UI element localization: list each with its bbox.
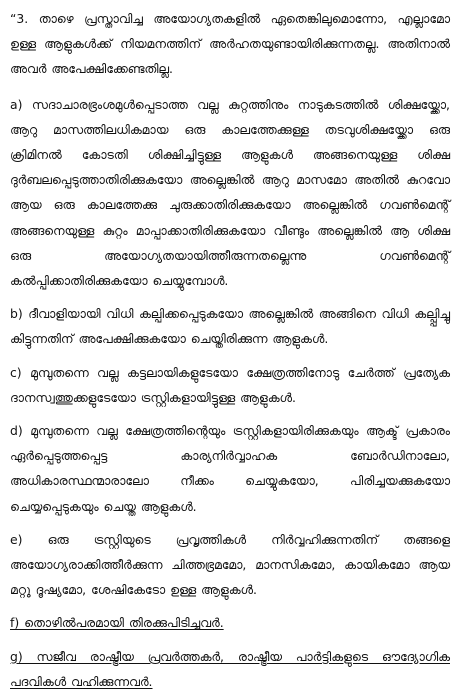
clause-e: e) ഒരു ട്രസ്റ്റിയുടെ പ്രവൃത്തികൾ നിർവ്വഹിക്കുന്നതിന് തങ്ങളെ അയോഗ്യരാക്കിത്തീർക്കുന്ന ചിത്തഭ്രമമോ, മാനസികമോ, കായികമോ ആയ മറ്റു ദൂഷ്യമോ, ശേഷികേടോ ഉള്ള ആളുകൾ. [10, 531, 450, 598]
clause-f [10, 610, 450, 635]
clause-b: b) ദീവാളിയായി വിധി കല്പിക്കപ്പെടുകയോ അല്ലെങ്കിൽ അങ്ങിനെ വിധി കല്പ്പിച്ചു കിട്ടുന്നതിന് അപേക്ഷിക്കുകയോ ചെയ്തിരിക്കുന്ന ആളുകൾ. [10, 306, 450, 347]
clause-c: c) മുമ്പുതന്നെ വല്ല കട്ടലായികളുടേയോ ക്ഷേത്രത്തിനോടു ചേർത്ത് പ്രത്യേക ദാനസ്വത്തുക്കളുടേയോ ട്രസ്റ്റികളായിട്ടുള്ള ആളുകൾ. [10, 364, 450, 405]
clause-g [10, 644, 450, 694]
clause-d: d) മുമ്പുതന്നെ വല്ല ക്ഷേത്രത്തിന്റെയും ട്രസ്റ്റികളായിരിക്കുകയും ആക്ട് പ്രകാരം ഏർപ്പെടുത്തപ്പെട്ട കാര്യനിർവ്വാഹക ബോർഡിനാലോ, അധികാരസ്ഥന്മാരാലോ നീക്കം ചെയ്യുകയോ, പിരിച്ചയക്കുകയോ ചെയ്യപ്പെടുകയും ചെയ്ത ആളുകൾ. [10, 423, 450, 514]
intro-paragraph: “3. താഴെ പ്രസ്താവിച്ച അയോഗ്യതകളിൽ ഏതെങ്കിലുമൊന്നോ, എല്ലാമോ ഉള്ള ആളുകൾക്ക് നിയമനത്തിന് അർഹതയുണ്ടായിരിക്കുന്നതല്ല. അതിനാൽ അവർ അപേക്ഷിക്കേണ്ടതില്ല. [10, 11, 450, 77]
clause-f-text: f) തൊഴിൽപരമായി തിരക്കുപിടിച്ചവർ. [10, 615, 224, 631]
clause-g-text: g) സജീവ രാഷ്ട്രീയ പ്രവർത്തകർ, രാഷ്ട്രീയ പാർട്ടികളുടെ ഔദ്യോഗിക പദവികൾ വഹിക്കുന്നവർ. [10, 648, 450, 689]
clause-a: a) സദാചാരഭ്രംശമുൾപ്പെടാത്ത വല്ല കുറ്റത്തിനും നാടുകടത്തിൽ ശിക്ഷയ്ക്കോ, ആറു മാസത്തിലധികമായ ഒരു കാലത്തേക്കുള്ള തടവുശിക്ഷയ്ക്കോ ഒരു ക്രിമിനൽ കോടതി ശിക്ഷിച്ചിട്ടുള്ള ആളുകൾ അങ്ങനെയുള്ള ശിക്ഷ ദുർബലപ്പെടുത്താതിരിക്കുകയോ അല്ലെങ്കിൽ ആറു മാസമോ അതിൽ കുറവോ ആയ ഒരു കാലത്തേക്കു ചുരുക്കാതിരിക്കുകയോ അല്ലെങ്കിൽ ഗവൺമെന്റ് അങ്ങനെയുള്ള കുറ്റം മാപ്പാക്കാതിരിക്കുകയോ വീണ്ടും അല്ലെങ്കിൽ ആ ശിക്ഷ ഒരു അയോഗ്യതയായിത്തീരുന്നതല്ലെന്നു ഗവൺമെന്റ് കൽപ്പിക്കാതിരിക്കുകയോ ചെയ്യുമ്പോൾ. [10, 96, 450, 289]
